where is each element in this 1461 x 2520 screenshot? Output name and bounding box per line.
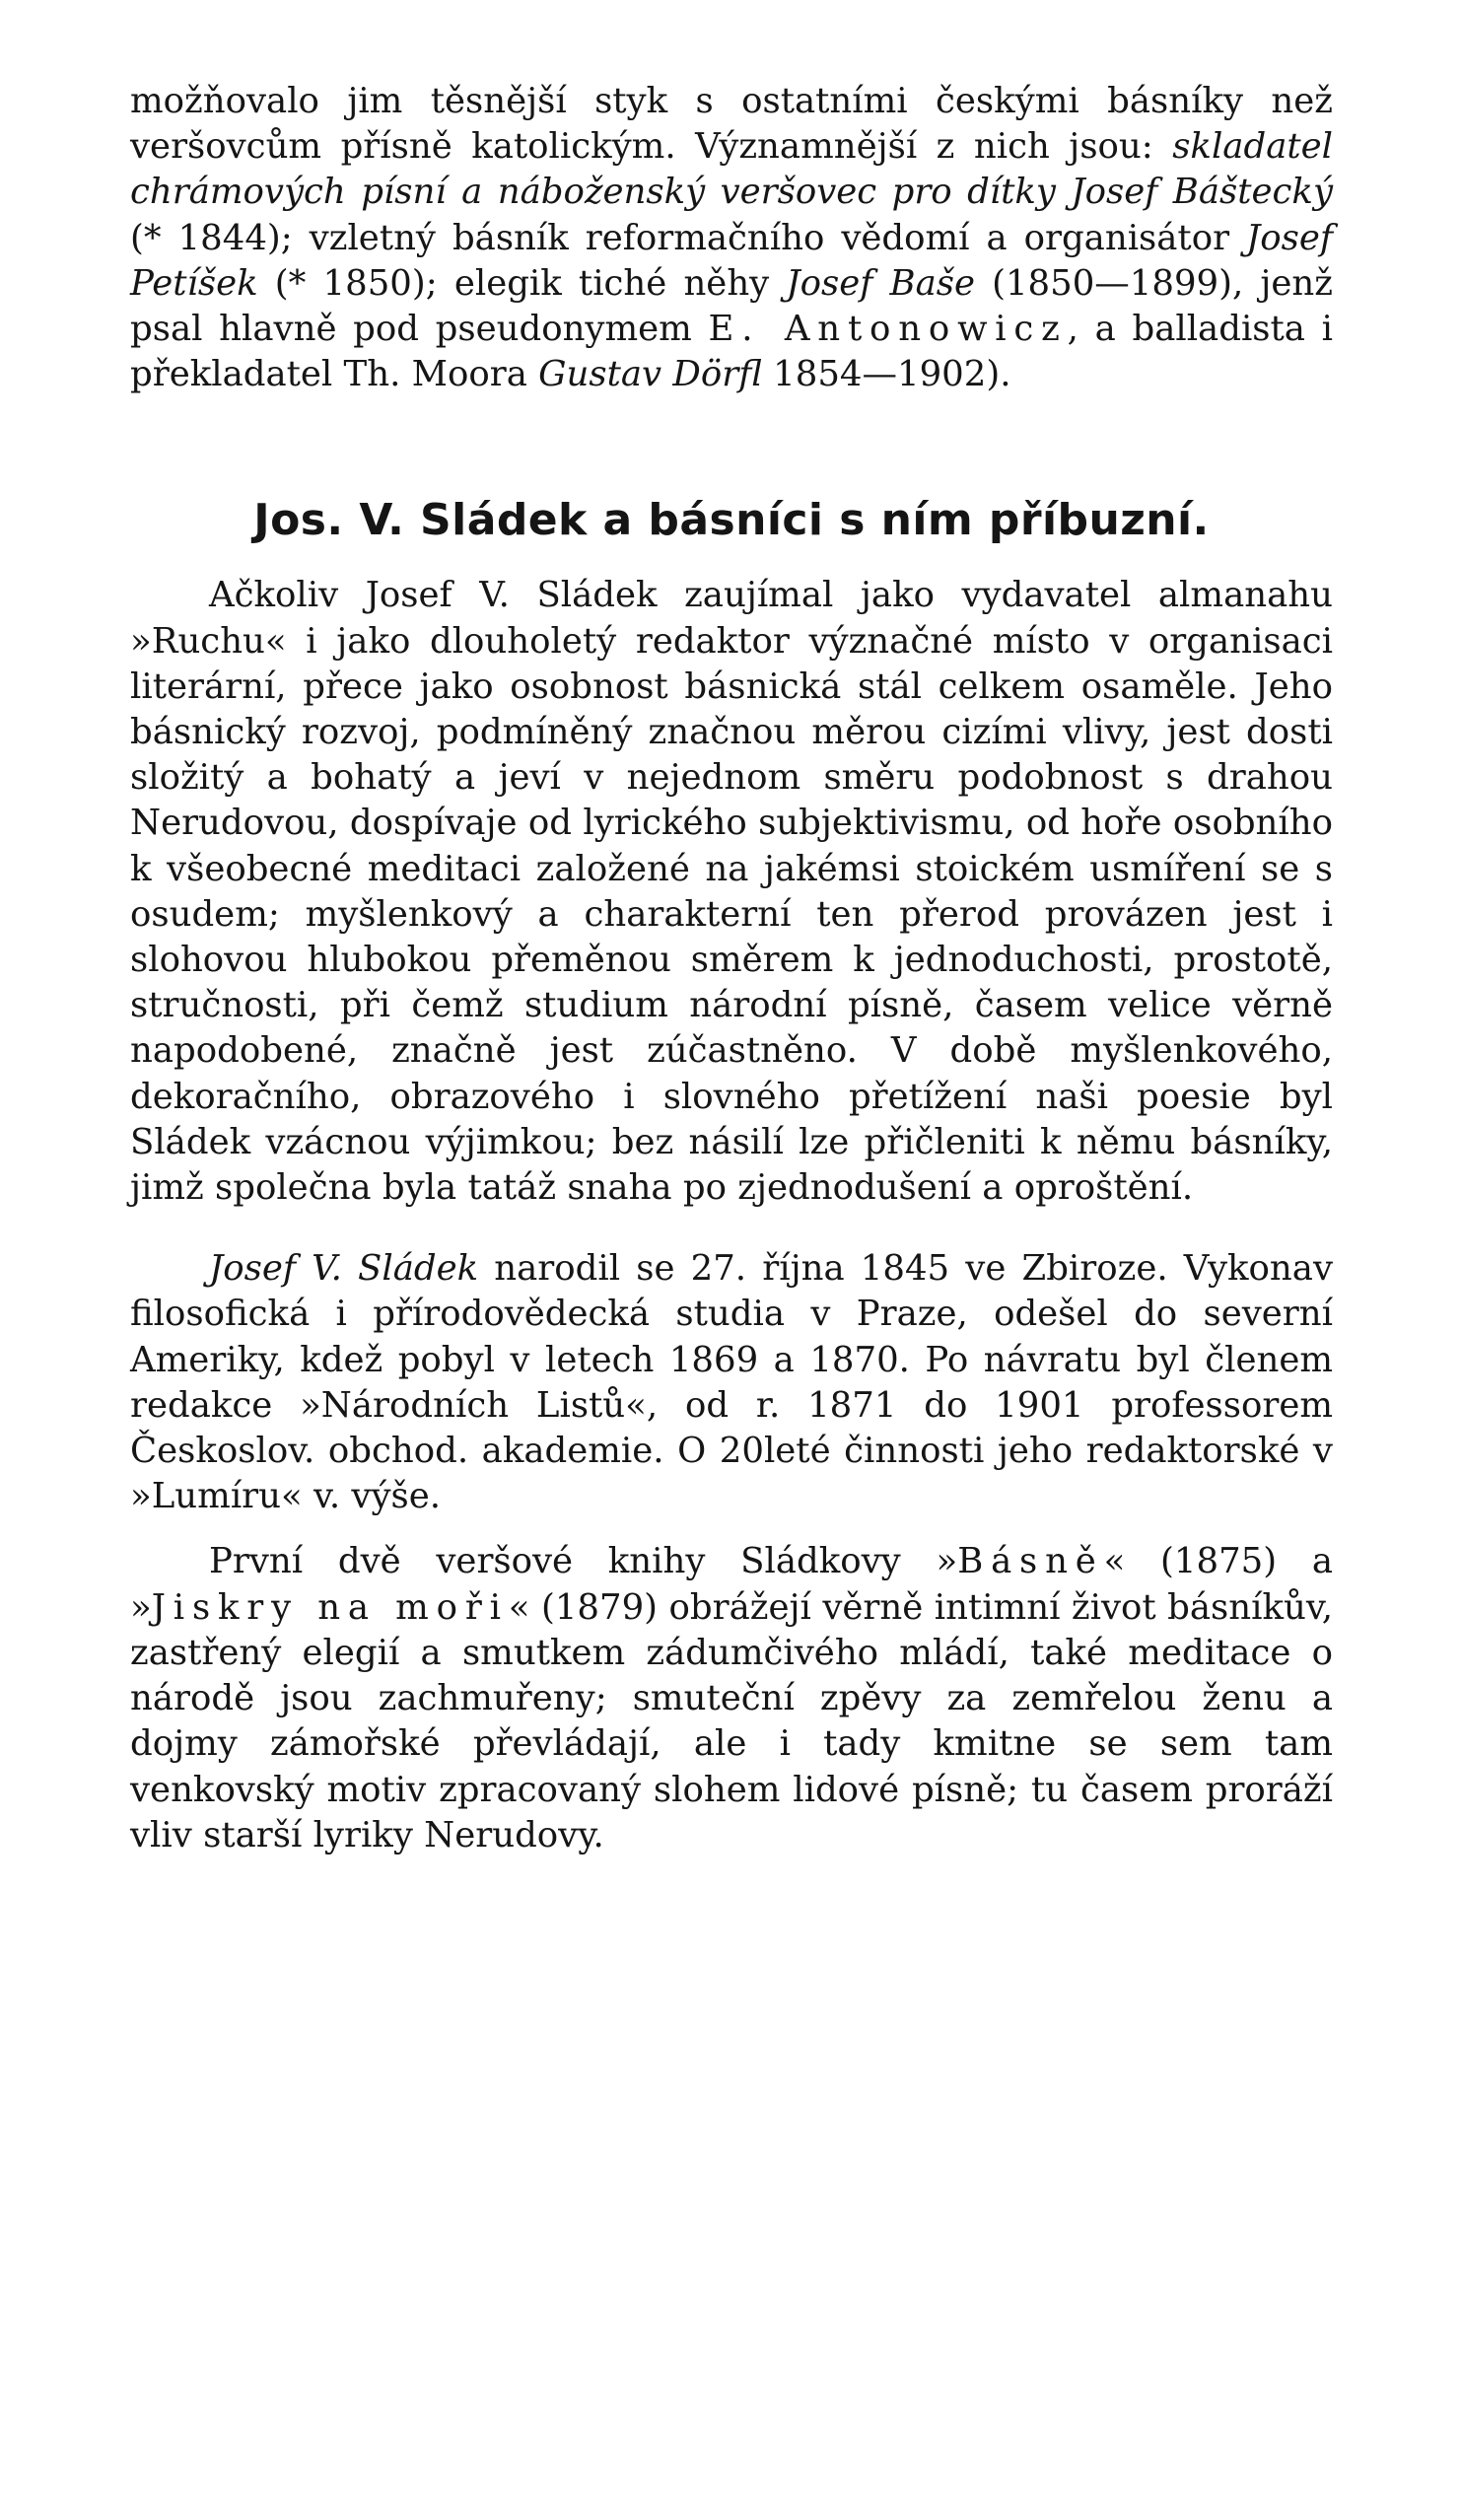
section-heading: Jos. V. Sládek a básníci s ním příbuzní. [253, 495, 1210, 546]
intro-text-6: (* 1850); elegik tiché něhy [257, 262, 787, 304]
name-petisek: Josef Petíšek [130, 217, 1333, 304]
paragraph-sladek-overview: Ačkoliv Josef V. Sládek zaujímal jako vydavatel almanahu »Ruchu« i jako dlouholetý redaktor význačné místo v organisaci literární, přece jako osobnost básnická stál celkem osaměle. Jeho básnický rozvoj, podmíněný značnou měrou cizími vlivy, jest dosti složitý a bohatý a jeví v nejednom směru podobnost s drahou Nerudovou, dospívaje od lyrického subjektivismu, od hoře osobního k všeobecné meditaci založené na jakémsi stoickém usmíření se s osudem; myšlenkový a charakterní ten přerod provázen jest i slohovou hlubokou přeměnou směrem k jednoduchosti, prostotě, stručnosti, při čemž studium národní písně, časem velice věrně napodobené, značně jest zúčastněno. V době myšlenkového, dekoračního, obrazového i slovného přetížení naši poesie byl Sládek vzácnou výjimkou; bez násilí lze přičleniti k němu básníky, jimž společna byla tatáž snaha po zjednodušení a oproštění. [130, 575, 1333, 1209]
work-title-jiskry: Jiskry na moři [151, 1586, 509, 1628]
biography-text: narodil se 27. října 1845 ve Zbiroze. Vykonav filosofická i přírodovědecká studia v Praze, odešel do severní Ameriky, kdež pobyl v letech 1869 a 1870. Po návratu byl členem redakce »Národních Listů«, od r. 1871 do 1901 professorem Českoslov. obchod. akademie. O 20leté činnosti jeho redaktorské v »Lumíru« v. výše. [130, 1248, 1333, 1517]
intro-paragraph [130, 79, 1333, 397]
book-page [130, 79, 1333, 1858]
name-dorfl: Gustav Dörfl [538, 354, 762, 395]
pseudonym-antonowicz: E. Antonowicz [708, 309, 1068, 350]
paragraph-sladek-biography [130, 1246, 1333, 1519]
name-basteck: Josef Báštecký [1071, 172, 1334, 213]
work-title-basne: Básně [957, 1541, 1104, 1582]
paragraph-sladek-works [130, 1539, 1333, 1857]
works-text-1: První dvě veršové knihy Sládkovy » [209, 1541, 958, 1582]
intro-text-12: 1854—1902). [761, 354, 1011, 395]
intro-text-2: skladatel chrámových písní a náboženský veršovec pro dítky [130, 126, 1333, 213]
intro-text-1: možňovalo jim těsnější styk s ostatními českými básníky než veršovcům přísně katolickým. Významnější z nich jsou: [130, 81, 1333, 168]
name-sladek: Josef V. Sládek [209, 1248, 479, 1290]
works-text-5: « (1879) obrážejí věrně intimní život básníkův, zastřený elegií a smutkem zádumčivého mládí, také meditace o národě jsou zachmuřeny; smuteční zpěvy za zemřelou ženu a dojmy zámořské převládají, ale i tady kmitne se sem tam venkovský motiv zpracovaný slohem lidové písně; tu časem proráží vliv starší lyriky Nerudovy. [130, 1586, 1333, 1855]
intro-text-8: (1850—1899), jenž psal hlavně pod pseudonymem [130, 262, 1333, 350]
name-base: Josef Baše [786, 262, 975, 304]
works-text-3: « (1875) a » [130, 1541, 1333, 1628]
intro-text-4: (* 1844); vzletný básník reformačního vědomí a organisátor [130, 217, 1247, 258]
intro-text-10: , a balladista i překladatel Th. Moora [130, 309, 1333, 395]
